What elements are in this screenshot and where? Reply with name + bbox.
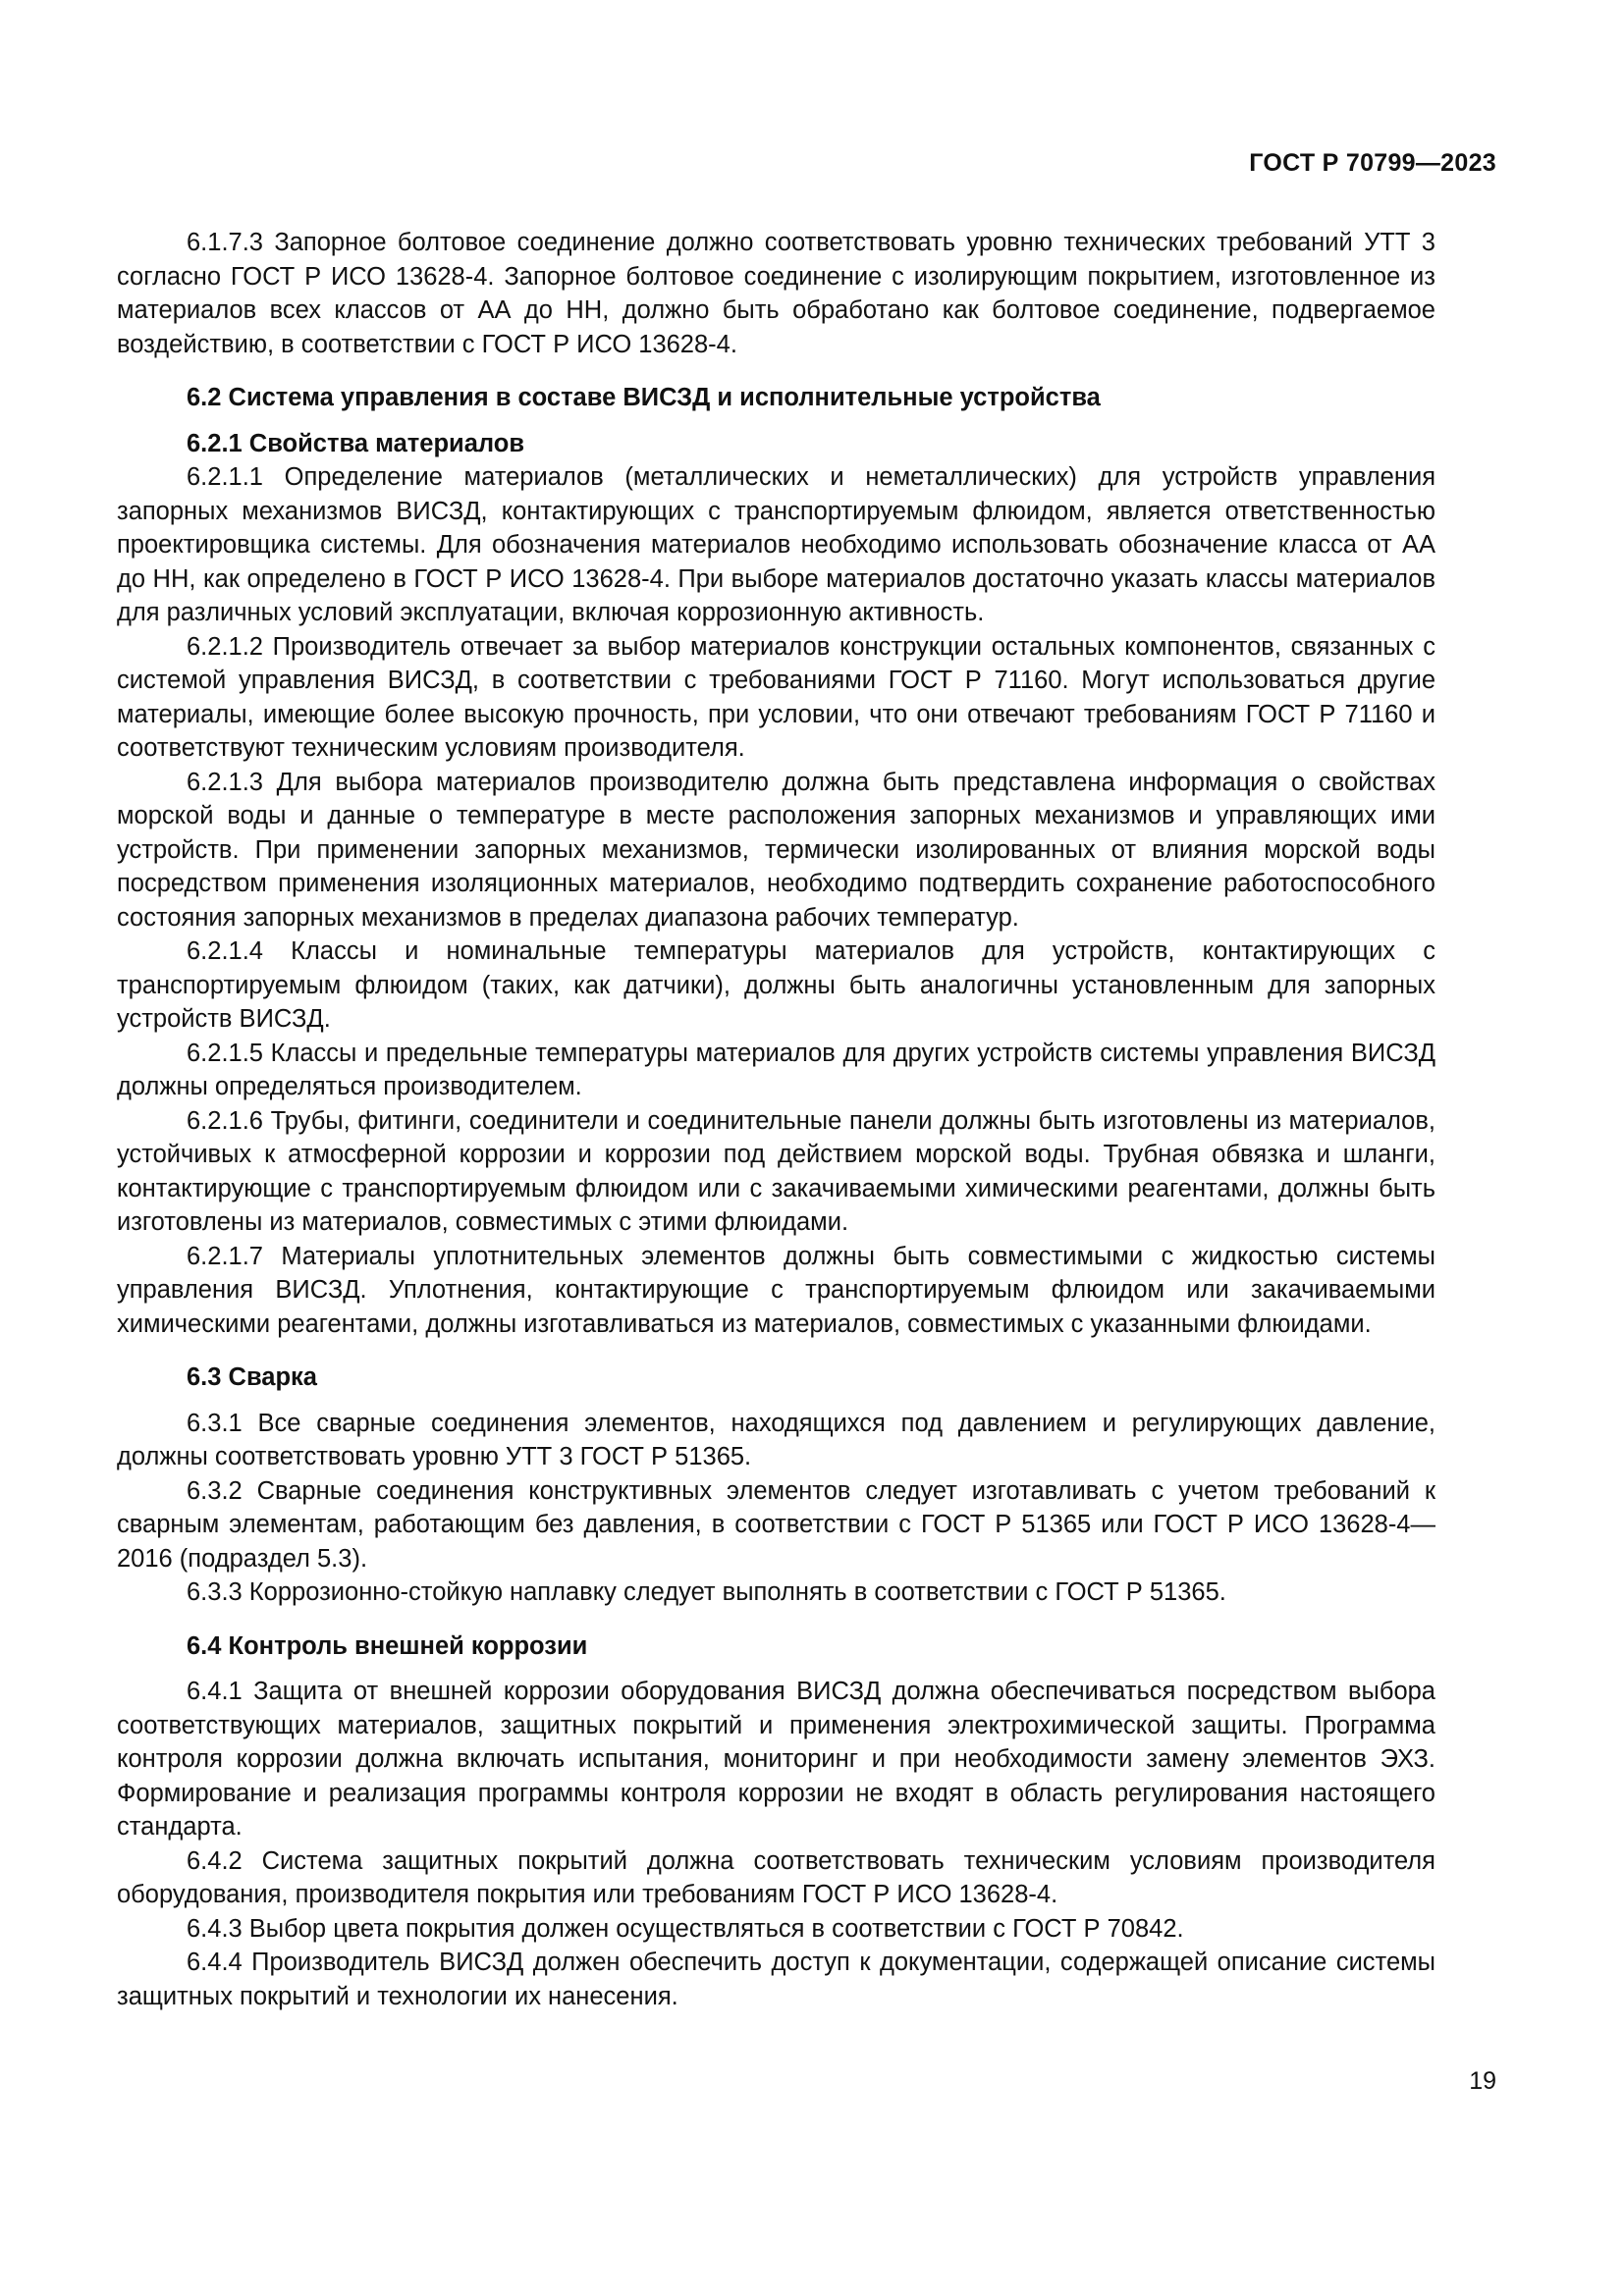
document-body: [117, 226, 1435, 2013]
paragraph-6-2-1-5: 6.2.1.5 Классы и предельные температуры материалов для других устройств системы управления ВИСЗД должны определяться производителем.: [117, 1039, 1435, 1100]
page-number: 19: [1469, 2067, 1496, 2095]
paragraph-6-1-7-3: 6.1.7.3 Запорное болтовое соединение должно соответствовать уровню технических требований УТТ 3 согласно ГОСТ Р ИСО 13628-4. Запорное болтовое соединение с изолирующим покрытием, изготовленное из материалов всех классов от АА до НН, должно быть обработано как болтовое соединение, подвергаемое воздействию, в соответствии с ГОСТ Р ИСО 13628-4.: [117, 229, 1435, 358]
section-6-3-heading: 6.3 Сварка: [187, 1363, 317, 1391]
section-6-2-heading: 6.2 Система управления в составе ВИСЗД и исполнительные устройства: [187, 384, 1101, 411]
paragraph-6-4-1: 6.4.1 Защита от внешней коррозии оборудования ВИСЗД должна обеспечиваться посредством выбора соответствующих материалов, защитных покрытий и применения электрохимической защиты. Программа контроля коррозии должна включать испытания, мониторинг и при необходимости замену элементов ЭХЗ. Формирование и реализация программы контроля коррозии не входят в область регулирования настоящего стандарта.: [117, 1678, 1435, 1841]
paragraph-6-2-1-4: 6.2.1.4 Классы и номинальные температуры материалов для устройств, контактирующих с транспортируемым флюидом (таких, как датчики), должны быть аналогичны установленным для запорных устройств ВИСЗД.: [117, 937, 1435, 1033]
paragraph-6-2-1-3: 6.2.1.3 Для выбора материалов производителю должна быть представлена информация о свойствах морской воды и данные о температуре в месте расположения запорных механизмов и управляющих ими устройств. При применении запорных механизмов, термически изолированных от влияния морской воды посредством применения изоляционных материалов, необходимо подтвердить сохранение работоспособного состояния запорных механизмов в пределах диапазона рабочих температур.: [117, 768, 1435, 932]
paragraph-6-2-1-1: 6.2.1.1 Определение материалов (металлических и неметаллических) для устройств управления запорных механизмов ВИСЗД, контактирующих с транспортируемым флюидом, является ответственностью проектировщика системы. Для обозначения материалов необходимо использовать обозначение класса от АА до НН, как определено в ГОСТ Р ИСО 13628-4. При выборе материалов достаточно указать классы материалов для различных условий эксплуатации, включая коррозионную активность.: [117, 463, 1435, 626]
paragraph-6-3-2: 6.3.2 Сварные соединения конструктивных элементов следует изготавливать с учетом требований к сварным элементам, работающим без давления, в соответствии с ГОСТ Р 51365 или ГОСТ Р ИСО 13628-4—2016 (подраздел 5.3).: [117, 1476, 1435, 1573]
paragraph-6-4-3: 6.4.3 Выбор цвета покрытия должен осуществляться в соответствии с ГОСТ Р 70842.: [187, 1914, 1184, 1943]
paragraph-6-4-2: 6.4.2 Система защитных покрытий должна соответствовать техническим условиям производителя оборудования, производителя покрытия или требованиям ГОСТ Р ИСО 13628-4.: [117, 1846, 1435, 1908]
paragraph-6-2-1-6: 6.2.1.6 Трубы, фитинги, соединители и соединительные панели должны быть изготовлены из материалов, устойчивых к атмосферной коррозии и коррозии под действием морской воды. Трубная обвязка и шланги, контактирующие с транспортируемым флюидом или с закачиваемыми химическими реагентами, должны быть изготовлены из материалов, совместимых с этими флюидами.: [117, 1106, 1435, 1236]
paragraph-6-3-3: 6.3.3 Коррозионно-стойкую наплавку следует выполнять в соответствии с ГОСТ Р 51365.: [187, 1578, 1226, 1606]
paragraph-6-2-1-7: 6.2.1.7 Материалы уплотнительных элементов должны быть совместимыми с жидкостью системы управления ВИСЗД. Уплотнения, контактирующие с транспортируемым флюидом или закачиваемыми химическими реагентами, должны изготавливаться из материалов, совместимых с указанными флюидами.: [117, 1242, 1435, 1338]
document-code-header: ГОСТ Р 70799—2023: [1249, 149, 1496, 177]
paragraph-6-2-1-2: 6.2.1.2 Производитель отвечает за выбор материалов конструкции остальных компонентов, связанных с системой управления ВИСЗД, в соответствии с требованиями ГОСТ Р 71160. Могут использоваться другие материалы, имеющие более высокую прочность, при условии, что они отвечают требованиям ГОСТ Р 71160 и соответствуют техническим условиям производителя.: [117, 632, 1435, 762]
paragraph-6-3-1: 6.3.1 Все сварные соединения элементов, находящихся под давлением и регулирующих давление, должны соответствовать уровню УТТ 3 ГОСТ Р 51365.: [117, 1409, 1435, 1470]
paragraph-6-4-4: 6.4.4 Производитель ВИСЗД должен обеспечить доступ к документации, содержащей описание системы защитных покрытий и технологии их нанесения.: [117, 1949, 1435, 2010]
section-6-2-1-heading: 6.2.1 Свойства материалов: [187, 429, 525, 457]
section-6-4-heading: 6.4 Контроль внешней коррозии: [187, 1631, 588, 1660]
